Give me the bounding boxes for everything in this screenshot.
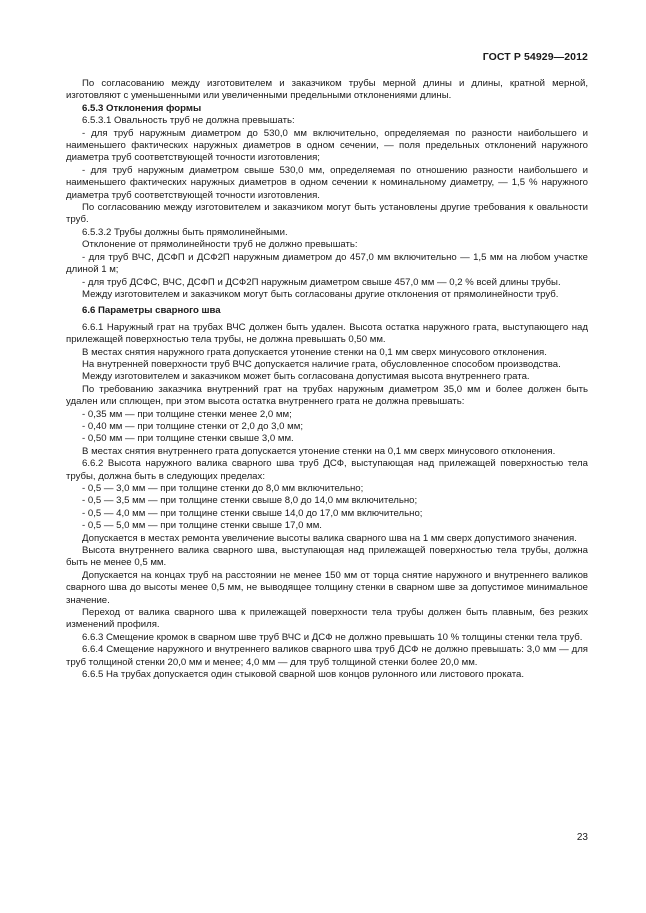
document-body: [66, 78, 588, 682]
paragraph: - для труб ВЧС, ДСФП и ДСФ2П наружным диаметром до 457,0 мм включительно — 1,5 мм на любом участке длиной 1 м;: [66, 251, 588, 276]
paragraph: Допускается в местах ремонта увеличение высоты валика сварного шва на 1 мм сверх допустимого значения.: [82, 532, 577, 544]
list-item: - 0,5 — 3,0 мм — при толщине стенки до 8,0 мм включительно;: [82, 483, 364, 494]
section-heading: 6.6 Параметры сварного шва: [82, 305, 221, 317]
list-item: - 0,35 мм — при толщине стенки менее 2,0 мм;: [82, 408, 292, 420]
paragraph: - для труб ДСФС, ВЧС, ДСФП и ДСФ2П наружным диаметром свыше 457,0 мм — 0,2 % всей длины трубы.: [82, 276, 561, 288]
document-code-header: ГОСТ Р 54929—2012: [482, 51, 588, 63]
paragraph: Высота внутреннего валика сварного шва, выступающая над прилежащей поверхностью тела трубы, должна быть не менее 0,5 мм.: [66, 545, 588, 569]
list-item: - 0,50 мм — при толщине стенки свыше 3,0 мм.: [82, 433, 294, 445]
paragraph: - для труб наружным диаметром до 530,0 мм включительно, определяемая по разности наибольшего и наименьшего фактических наружных диаметров в одном сечении, — поля предельных отклонений наружного диаметра труб соответствующей точности изготовления;: [66, 127, 588, 164]
paragraph: Между изготовителем и заказчиком могут быть согласованы другие отклонения от прямолинейности труб.: [82, 288, 559, 300]
paragraph: В местах снятия наружного грата допускается утонение стенки на 0,1 мм сверх минусового отклонения.: [82, 346, 547, 358]
paragraph: 6.5.3.1 Овальность труб не должна превышать:: [82, 115, 295, 127]
list-item: - 0,5 — 4,0 мм — при толщине стенки свыше 14,0 до 17,0 мм включительно;: [82, 507, 423, 519]
paragraph: 6.6.2 Высота наружного валика сварного шва труб ДСФ, выступающая над прилежащей поверхностью тела трубы, должна быть в следующих пределах:: [66, 458, 588, 482]
paragraph: 6.6.4 Смещение наружного и внутреннего валиков сварного шва труб ДСФ не должно превышать: 3,0 мм — для труб толщиной стенки 20,0 мм и менее; 4,0 мм — для труб толщиной стенки более 20,0 мм.: [66, 644, 588, 668]
section-heading: 6.5.3 Отклонения формы: [82, 102, 202, 114]
paragraph: Допускается на концах труб на расстоянии не менее 150 мм от торца снятие наружного и внутреннего валиков сварного шва до высоты менее 0,5 мм, не выводящее толщину стенки в сварном шве за допустимое минимальное значение.: [66, 569, 588, 606]
paragraph: По требованию заказчика внутренний грат на трубах наружным диаметром 35,0 мм и более должен быть удален или сплющен, при этом высота остатка внутреннего грата не должна превышать:: [66, 383, 588, 408]
paragraph: 6.6.1 Наружный грат на трубах ВЧС должен быть удален. Высота остатка наружного грата, выступающего над прилежащей поверхностью тела трубы, не должна превышать 0,50 мм.: [66, 321, 588, 346]
paragraph: - для труб наружным диаметром свыше 530,0 мм, определяемая по отношению разности наибольшего и наименьшего фактических наружных диаметров в одном сечении к номинальному диаметру, — 1,5 % наружного диаметра труб соответствующей точности изготовления.: [66, 164, 588, 201]
paragraph: Переход от валика сварного шва к прилежащей поверхности тела трубы должен быть плавным, без резких изменений профиля.: [66, 607, 588, 631]
paragraph: 6.6.5 На трубах допускается один стыковой сварной шов концов рулонного или листового проката.: [82, 669, 525, 681]
paragraph: По согласованию между изготовителем и заказчиком могут быть установлены другие требования к овальности труб.: [66, 202, 588, 226]
paragraph: По согласованию между изготовителем и заказчиком трубы мерной длины и длины, кратной мерной, изготовляют с уменьшенными или увеличенными предельными отклонениями длины.: [66, 78, 588, 102]
paragraph: В местах снятия внутреннего грата допускается утонение стенки на 0,1 мм сверх минусового отклонения.: [82, 445, 556, 457]
page-number: 23: [576, 832, 588, 843]
paragraph: 6.5.3.2 Трубы должны быть прямолинейными.: [82, 226, 288, 238]
list-item: - 0,5 — 5,0 мм — при толщине стенки свыше 17,0 мм.: [82, 520, 322, 532]
list-item: - 0,40 мм — при толщине стенки от 2,0 до 3,0 мм;: [82, 420, 304, 432]
paragraph: На внутренней поверхности труб ВЧС допускается наличие грата, обусловленное способом производства.: [82, 358, 561, 370]
paragraph: Между изготовителем и заказчиком может быть согласована допустимая высота внутреннего грата.: [82, 371, 530, 383]
paragraph: Отклонение от прямолинейности труб не должно превышать:: [82, 239, 358, 251]
list-item: - 0,5 — 3,5 мм — при толщине стенки свыше 8,0 до 14,0 мм включительно;: [82, 495, 418, 507]
paragraph: 6.6.3 Смещение кромок в сварном шве труб ВЧС и ДСФ не должно превышать 10 % толщины стенки тела труб.: [82, 631, 583, 643]
